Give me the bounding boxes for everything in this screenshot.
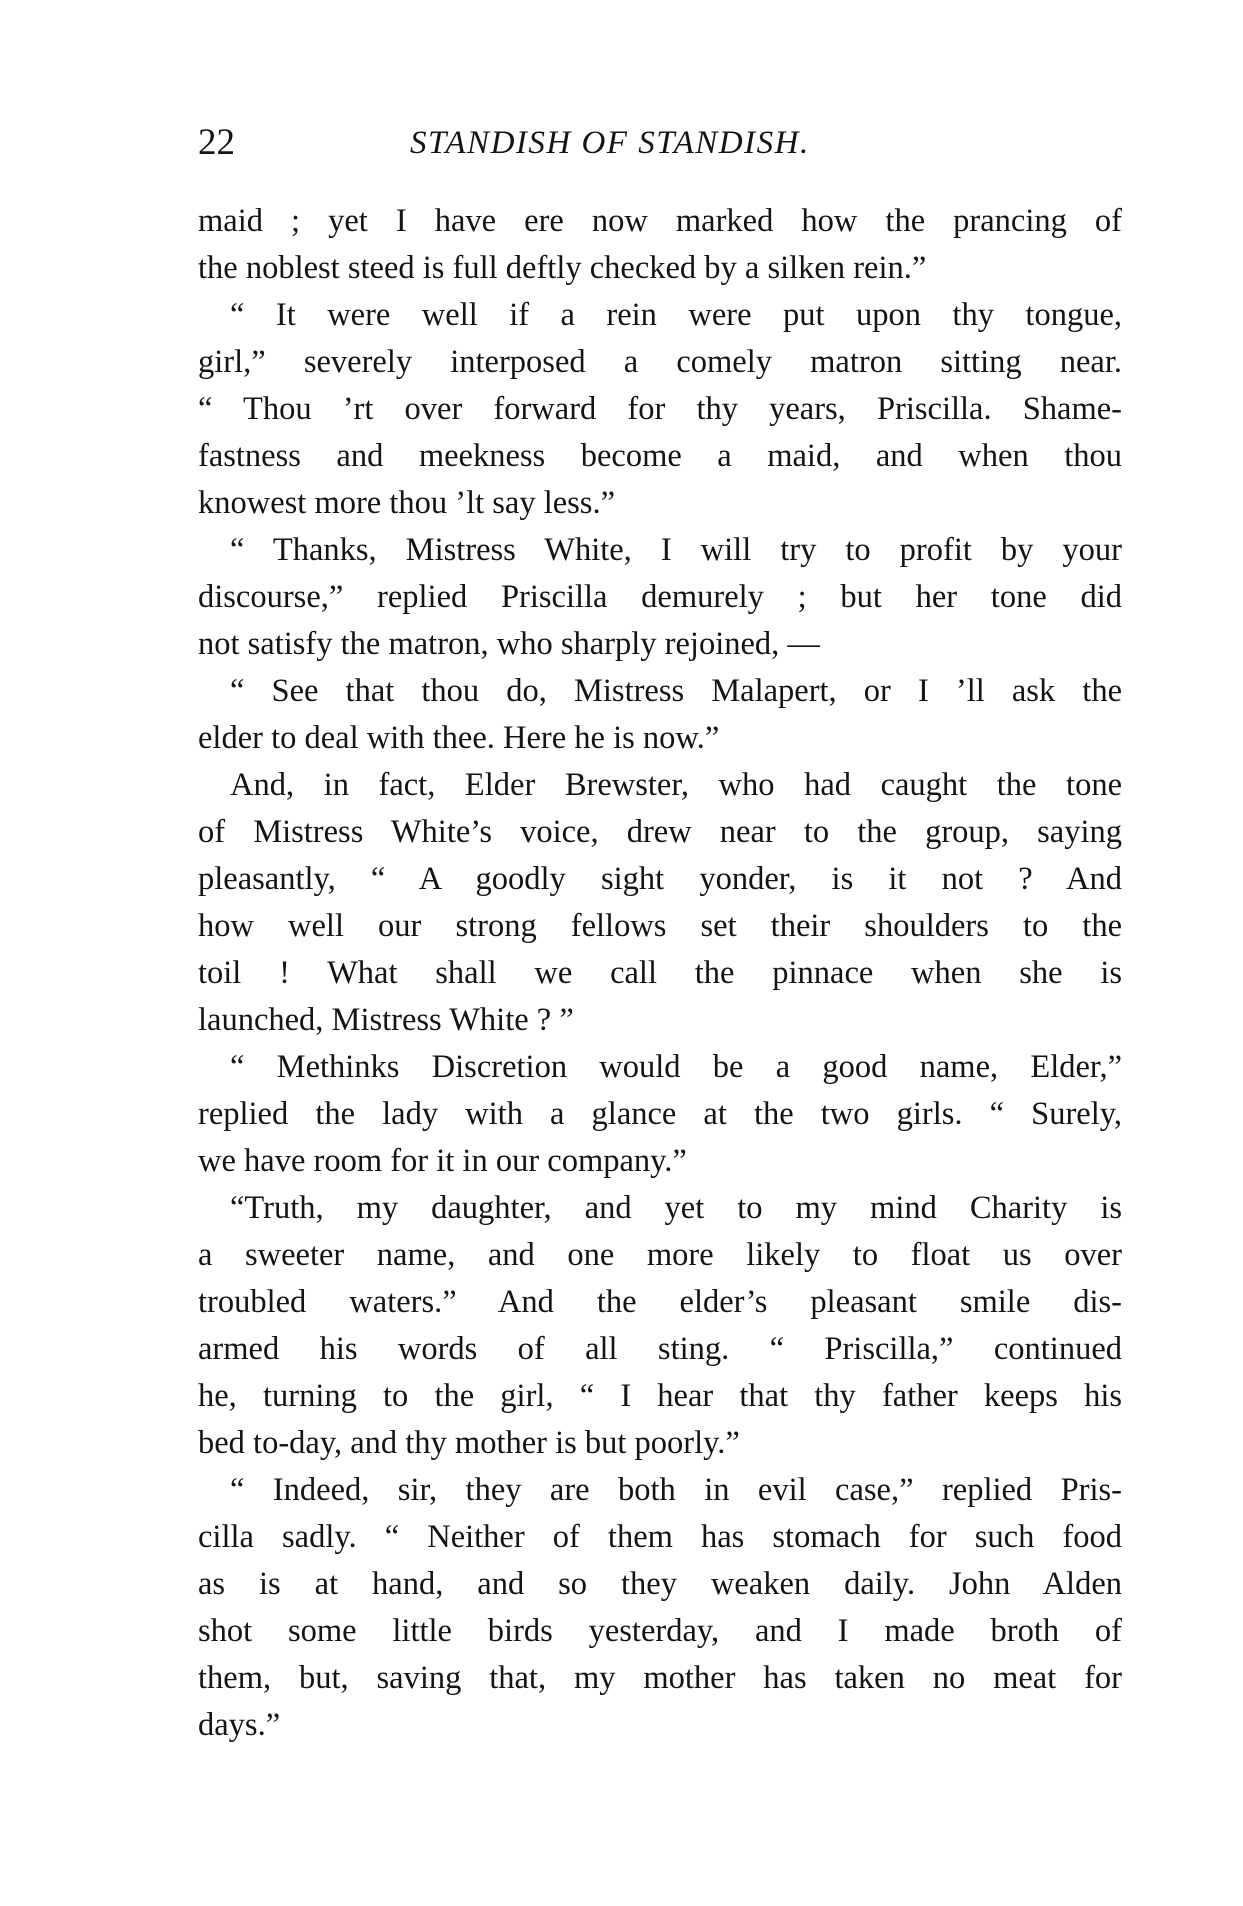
text-line: maid ; yet I have ere now marked how the prancing of <box>198 203 1122 239</box>
running-title: STANDISH OF STANDISH. <box>410 125 810 161</box>
text-line: troubled waters.” And the elder’s pleasant smile dis- <box>198 1284 1122 1320</box>
text-line: “ Thanks, Mistress White, I will try to profit by your <box>230 532 1122 568</box>
text-line: “Truth, my daughter, and yet to my mind Charity is <box>230 1190 1122 1226</box>
text-line: days.” <box>198 1707 281 1743</box>
text-line: cilla sadly. “ Neither of them has stomach for such food <box>198 1519 1122 1555</box>
page-number: 22 <box>198 122 235 163</box>
body-text <box>198 198 1122 1749</box>
page-header <box>198 118 1128 168</box>
text-line: armed his words of all sting. “ Priscilla,” continued <box>198 1331 1122 1367</box>
text-line: we have room for it in our company.” <box>198 1143 687 1179</box>
text-line: the noblest steed is full deftly checked by a silken rein.” <box>198 250 927 286</box>
text-line: pleasantly, “ A goodly sight yonder, is it not ? And <box>198 861 1122 897</box>
text-line: as is at hand, and so they weaken daily. John Alden <box>198 1566 1122 1602</box>
text-line: a sweeter name, and one more likely to float us over <box>198 1237 1122 1273</box>
text-line: shot some little birds yesterday, and I made broth of <box>198 1613 1122 1649</box>
text-line: them, but, saving that, my mother has taken no meat for <box>198 1660 1122 1696</box>
text-line: And, in fact, Elder Brewster, who had caught the tone <box>230 767 1122 803</box>
text-line: fastness and meekness become a maid, and when thou <box>198 438 1122 474</box>
text-line: launched, Mistress White ? ” <box>198 1002 574 1038</box>
text-line: “ Indeed, sir, they are both in evil case,” replied Pris- <box>230 1472 1122 1508</box>
text-line: discourse,” replied Priscilla demurely ; but her tone did <box>198 579 1122 615</box>
text-line: elder to deal with thee. Here he is now.” <box>198 720 720 756</box>
text-line: toil ! What shall we call the pinnace when she is <box>198 955 1122 991</box>
text-line: how well our strong fellows set their shoulders to the <box>198 908 1122 944</box>
text-line: girl,” severely interposed a comely matron sitting near. <box>198 344 1122 380</box>
text-line: he, turning to the girl, “ I hear that thy father keeps his <box>198 1378 1122 1414</box>
text-line: “ Methinks Discretion would be a good name, Elder,” <box>230 1049 1122 1085</box>
text-line: bed to-day, and thy mother is but poorly.” <box>198 1425 740 1461</box>
text-line: replied the lady with a glance at the two girls. “ Surely, <box>198 1096 1122 1132</box>
text-line: “ Thou ’rt over forward for thy years, Priscilla. Shame- <box>198 391 1122 427</box>
text-line: “ It were well if a rein were put upon thy tongue, <box>230 297 1122 333</box>
text-line: knowest more thou ’lt say less.” <box>198 485 616 521</box>
text-line: not satisfy the matron, who sharply rejoined, — <box>198 626 820 662</box>
text-line: “ See that thou do, Mistress Malapert, or I ’ll ask the <box>230 673 1122 709</box>
text-line: of Mistress White’s voice, drew near to the group, saying <box>198 814 1122 850</box>
